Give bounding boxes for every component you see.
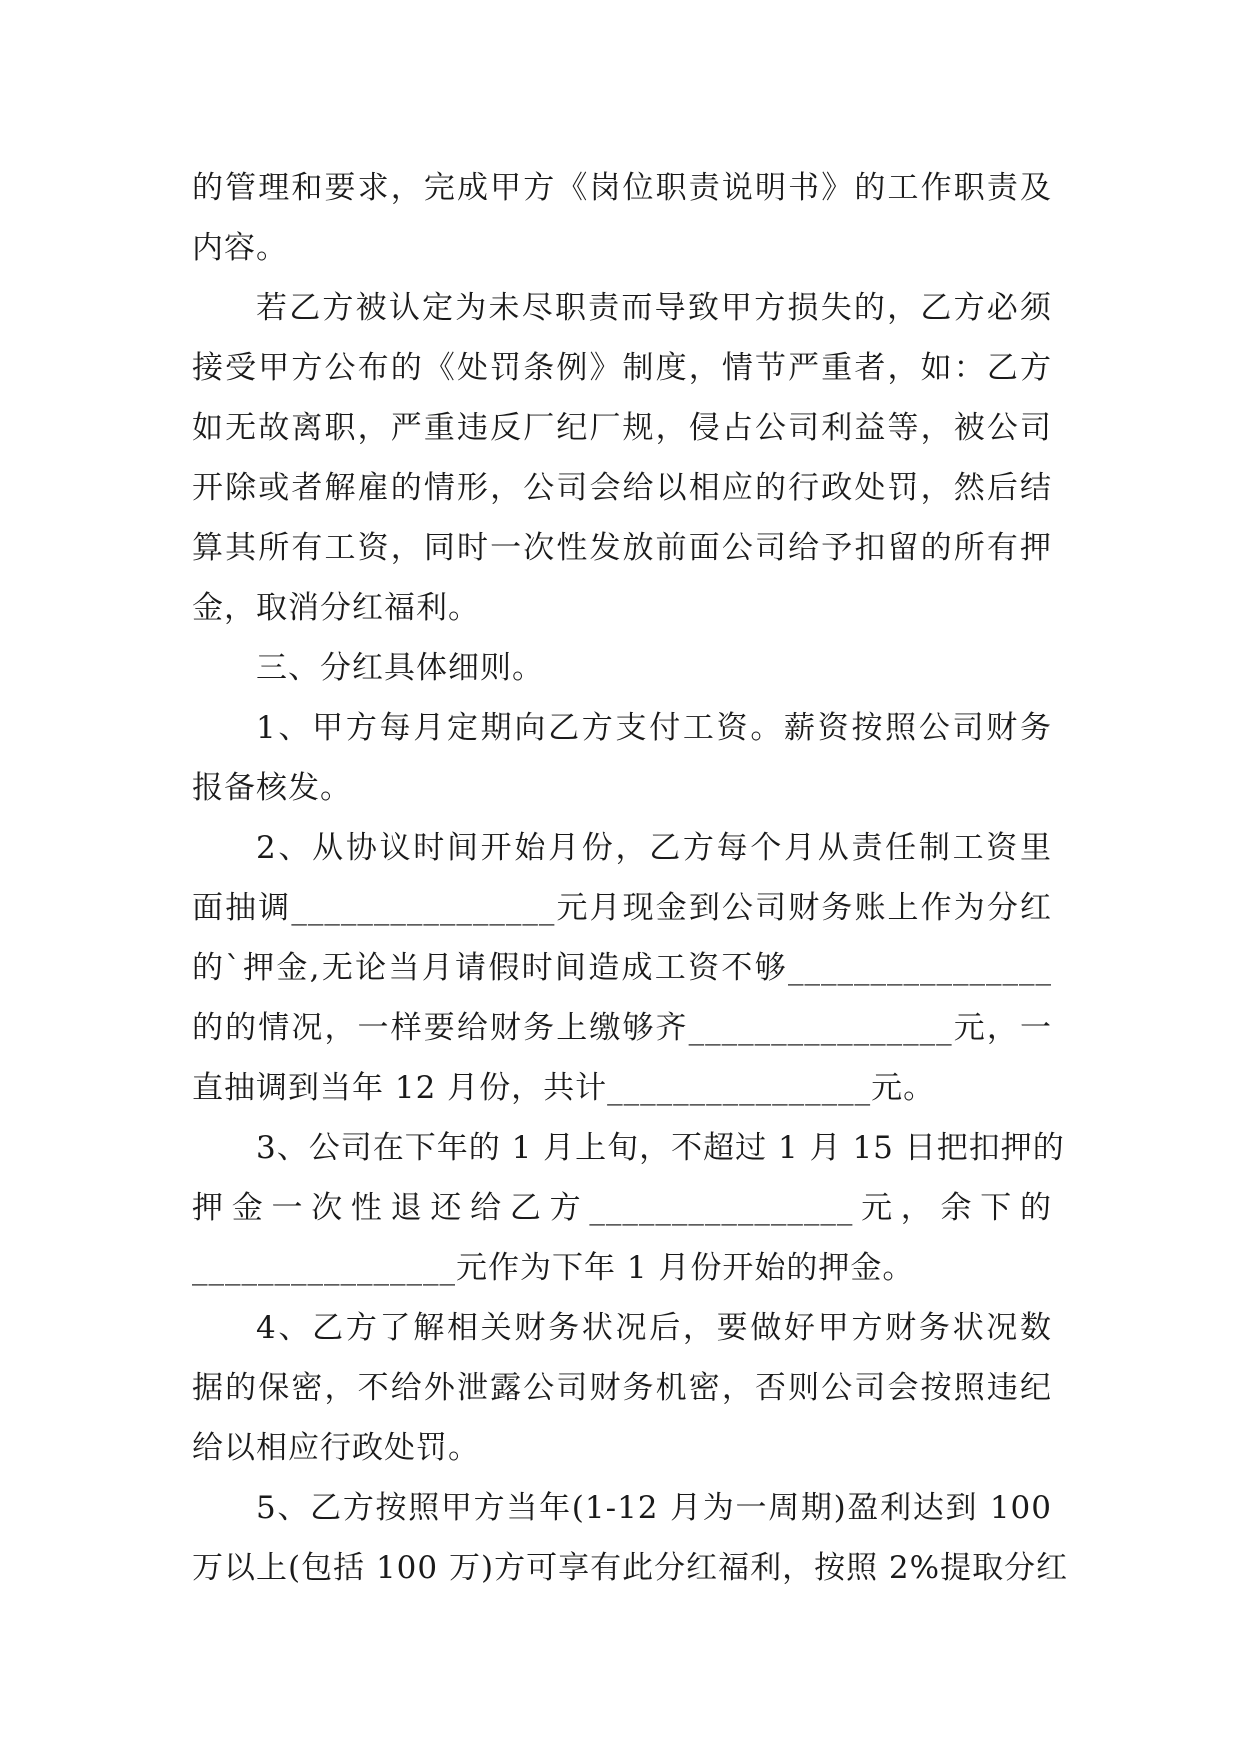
text-line: 押金一次性退还给乙方________________元，余下的 [192,1190,1052,1226]
text-line: 2、从协议时间开始月份，乙方每个月从责任制工资里 [256,830,1052,866]
document-body [192,158,1069,1598]
text-line: 给以相应行政处罚。 [192,1430,480,1466]
text-line: 的管理和要求，完成甲方《岗位职责说明书》的工作职责及 [192,170,1052,206]
text-line: 的的情况，一样要给财务上缴够齐________________元，一 [192,1010,1052,1046]
text-line: 报备核发。 [192,770,352,806]
text-line: 万以上(包括 100 万)方可享有此分红福利，按照 2%提取分红 [192,1550,1069,1586]
text-line: 5、乙方按照甲方当年(1-12 月为一周期)盈利达到 100 [256,1490,1052,1526]
text-line: 4、乙方了解相关财务状况后，要做好甲方财务状况数 [256,1310,1052,1346]
text-line: 三、分红具体细则。 [256,650,544,686]
text-line: 接受甲方公布的《处罚条例》制度，情节严重者，如：乙方 [192,350,1052,386]
text-line: 如无故离职，严重违反厂纪厂规，侵占公司利益等，被公司 [192,410,1052,446]
text-line: 若乙方被认定为未尽职责而导致甲方损失的，乙方必须 [256,290,1052,326]
text-line: 金，取消分红福利。 [192,590,480,626]
text-line: 的`押金,无论当月请假时间造成工资不够________________ [192,950,1052,986]
text-line: ________________元作为下年 1 月份开始的押金。 [192,1250,915,1286]
text-line: 开除或者解雇的情形，公司会给以相应的行政处罚，然后结 [192,470,1052,506]
text-line: 据的保密，不给外泄露公司财务机密，否则公司会按照违纪 [192,1370,1052,1406]
text-line: 内容。 [192,230,288,266]
text-line: 3、公司在下年的 1 月上旬，不超过 1 月 15 日把扣押的 [256,1130,1065,1166]
text-line: 面抽调________________元月现金到公司财务账上作为分红 [192,890,1052,926]
text-line: 算其所有工资，同时一次性发放前面公司给予扣留的所有押 [192,530,1052,566]
text-line: 直抽调到当年 12 月份，共计________________元。 [192,1070,936,1106]
text-line: 1、甲方每月定期向乙方支付工资。薪资按照公司财务 [256,710,1052,746]
